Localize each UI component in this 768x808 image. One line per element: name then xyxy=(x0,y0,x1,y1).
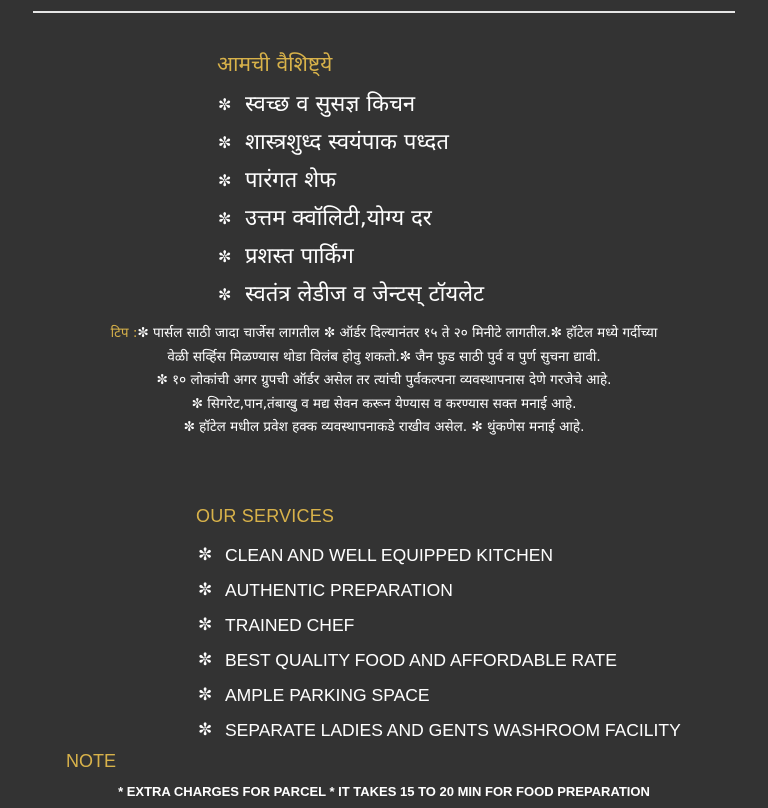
tip-line: ✼ हॉटेल मधील प्रवेश हक्क व्यवस्थापनाकडे राखीव असेल. ✼ थुंकणेस मनाई आहे. xyxy=(183,419,585,435)
bullet-star-icon: ✼ xyxy=(198,719,213,739)
bullet-star-icon: ✼ xyxy=(218,285,232,304)
list-item xyxy=(198,642,681,677)
list-item xyxy=(198,607,681,642)
list-item xyxy=(218,200,484,238)
tip-line xyxy=(40,322,728,346)
top-divider xyxy=(33,11,735,13)
service-label: CLEAN AND WELL EQUIPPED KITCHEN xyxy=(225,544,554,565)
bullet-star-icon: ✼ xyxy=(198,614,213,634)
note-heading: NOTE xyxy=(66,751,117,771)
marathi-features-heading: आमची वैशिष्ट्ये xyxy=(217,52,333,76)
tip-label: टिप : xyxy=(110,325,138,341)
bullet-star-icon: ✼ xyxy=(218,171,232,190)
list-item xyxy=(198,537,681,572)
feature-label: प्रशस्त पार्किंग xyxy=(245,244,354,269)
list-item xyxy=(198,677,681,712)
service-label: AMPLE PARKING SPACE xyxy=(225,684,430,705)
list-item xyxy=(198,712,681,747)
feature-label: पारंगत शेफ xyxy=(245,168,337,193)
note-text: * EXTRA CHARGES FOR PARCEL * IT TAKES 15 TO 20 MIN FOR FOOD PREPARATION xyxy=(118,784,650,799)
service-label: TRAINED CHEF xyxy=(225,614,355,635)
list-item xyxy=(218,276,484,314)
list-item xyxy=(198,572,681,607)
service-label: AUTHENTIC PREPARATION xyxy=(225,579,453,600)
bullet-star-icon: ✼ xyxy=(198,649,213,669)
tip-line: ✼ १० लोकांची अगर ग्रुपची ऑर्डर असेल तर त्यांची पुर्वकल्पना व्यवस्थापनास देणे गरजेचे आहे. xyxy=(156,372,612,388)
feature-label: शास्त्रशुध्द स्वयंपाक पध्दत xyxy=(245,130,449,155)
list-item xyxy=(218,86,484,124)
bullet-star-icon: ✼ xyxy=(198,684,213,704)
bullet-star-icon: ✼ xyxy=(218,133,232,152)
marathi-tip-block xyxy=(40,322,728,440)
feature-label: स्वतंत्र लेडीज व जेन्टस् टॉयलेट xyxy=(245,282,485,307)
list-item xyxy=(218,162,484,200)
tip-line: वेळी सर्व्हिस मिळण्यास थोडा विलंब होवु शकतो.✼ जैन फुड साठी पुर्व व पुर्ण सुचना द्यावी. xyxy=(167,348,601,365)
our-services-heading: OUR SERVICES xyxy=(196,506,335,526)
list-item xyxy=(218,124,484,162)
service-label: BEST QUALITY FOOD AND AFFORDABLE RATE xyxy=(225,649,617,670)
service-label: SEPARATE LADIES AND GENTS WASHROOM FACILITY xyxy=(225,719,681,740)
bullet-star-icon: ✼ xyxy=(198,544,213,564)
marathi-features-list xyxy=(218,86,484,314)
bullet-star-icon: ✼ xyxy=(198,579,213,599)
list-item xyxy=(218,238,484,276)
tip-line: ✼ सिगरेट,पान,तंबाखु व मद्य सेवन करून येण्यास व करण्यास सक्त मनाई आहे. xyxy=(191,395,577,412)
feature-label: स्वच्छ व सुसज्ञ किचन xyxy=(245,92,416,117)
bullet-star-icon: ✼ xyxy=(218,247,232,266)
feature-label: उत्तम क्वॉलिटी,योग्य दर xyxy=(245,206,432,231)
bullet-star-icon: ✼ xyxy=(218,209,232,228)
our-services-list xyxy=(198,537,681,747)
bullet-star-icon: ✼ xyxy=(218,95,232,114)
tip-line-text: ✼ पार्सल साठी जादा चार्जेस लागतील ✼ ऑर्डर दिल्यानंतर १५ ते २० मिनीटे लागतील.✼ हॉटेल मध्ये गर्दीच्या xyxy=(137,325,658,341)
